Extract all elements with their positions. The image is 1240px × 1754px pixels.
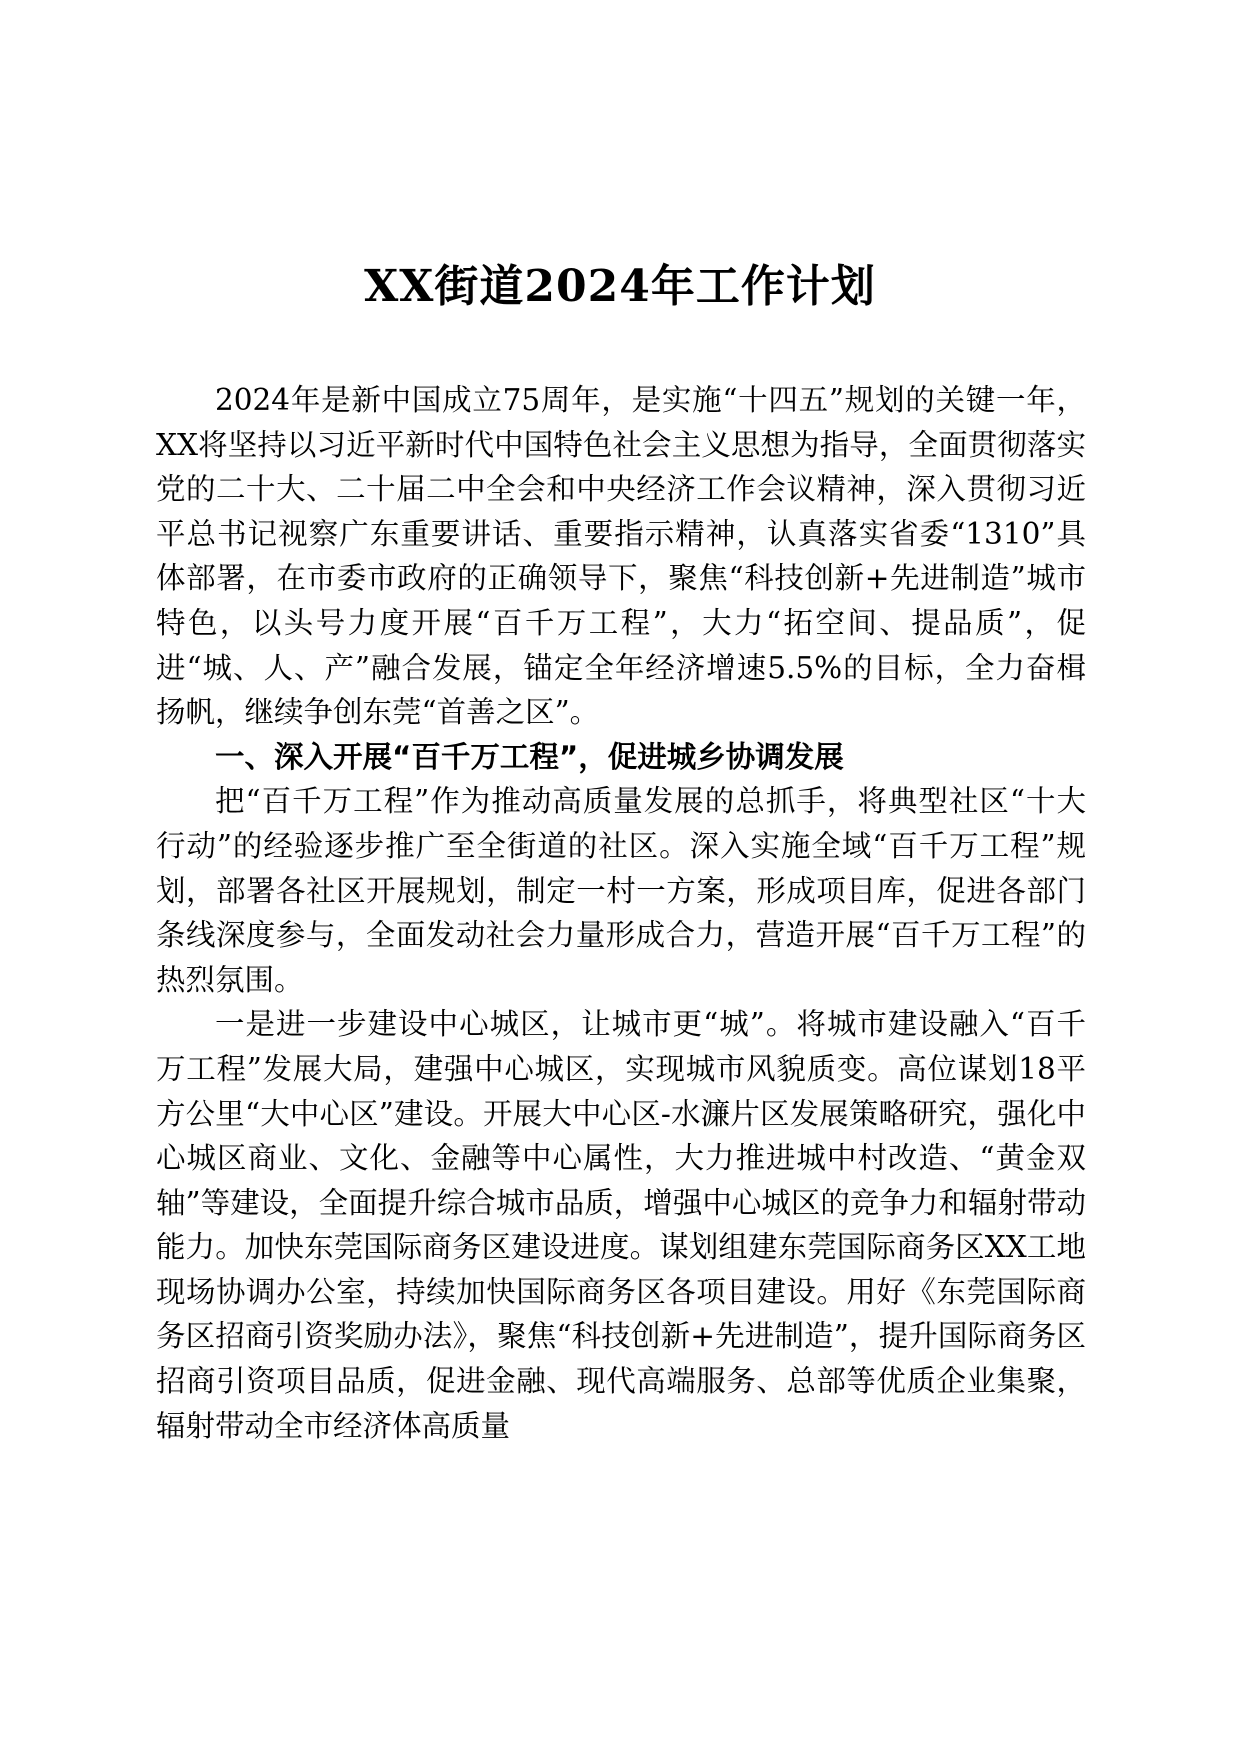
document-title: XX街道2024年工作计划 [364, 261, 876, 313]
section-1-heading: 一、深入开展“百千万工程”，促进城乡协调发展 [215, 739, 844, 774]
document-body [156, 378, 1086, 1448]
section-1-paragraph-1: 把“百千万工程”作为推动高质量发展的总抓手，将典型社区“十大行动”的经验逐步推广至全街道的社区。深入实施全域“百千万工程”规划，部署各社区开展规划，制定一村一方案，形成项目库，促进各部门条线深度参与，全面发动社会力量形成合力，营造开展“百千万工程”的热烈氛围。 [156, 784, 1086, 997]
section-1-paragraph-2: 一是进一步建设中心城区，让城市更“城”。将城市建设融入“百千万工程”发展大局，建强中心城区，实现城市风貌质变。高位谋划18平方公里“大中心区”建设。开展大中心区-水濂片区发展策略研究，强化中心城区商业、文化、金融等中心属性，大力推进城中村改造、“黄金双轴”等建设，全面提升综合城市品质，增强中心城区的竞争力和辐射带动能力。加快东莞国际商务区建设进度。谋划组建东莞国际商务区XX工地现场协调办公室，持续加快国际商务区各项目建设。用好《东莞国际商务区招商引资奖励办法》，聚焦“科技创新+先进制造”，提升国际商务区招商引资项目品质，促进金融、现代高端服务、总部等优质企业集聚，辐射带动全市经济体高质量 [156, 1007, 1086, 1443]
intro-paragraph: 2024年是新中国成立75周年，是实施“十四五”规划的关键一年，XX将坚持以习近平新时代中国特色社会主义思想为指导，全面贯彻落实党的二十大、二十届二中全会和中央经济工作会议精神，深入贯彻习近平总书记视察广东重要讲话、重要指示精神，认真落实省委“1310”具体部署，在市委市政府的正确领导下，聚焦“科技创新+先进制造”城市特色，以头号力度开展“百千万工程”，大力“拓空间、提品质”，促进“城、人、产”融合发展，锚定全年经济增速5.5%的目标，全力奋楫扬帆，继续争创东莞“首善之区”。 [156, 383, 1086, 730]
